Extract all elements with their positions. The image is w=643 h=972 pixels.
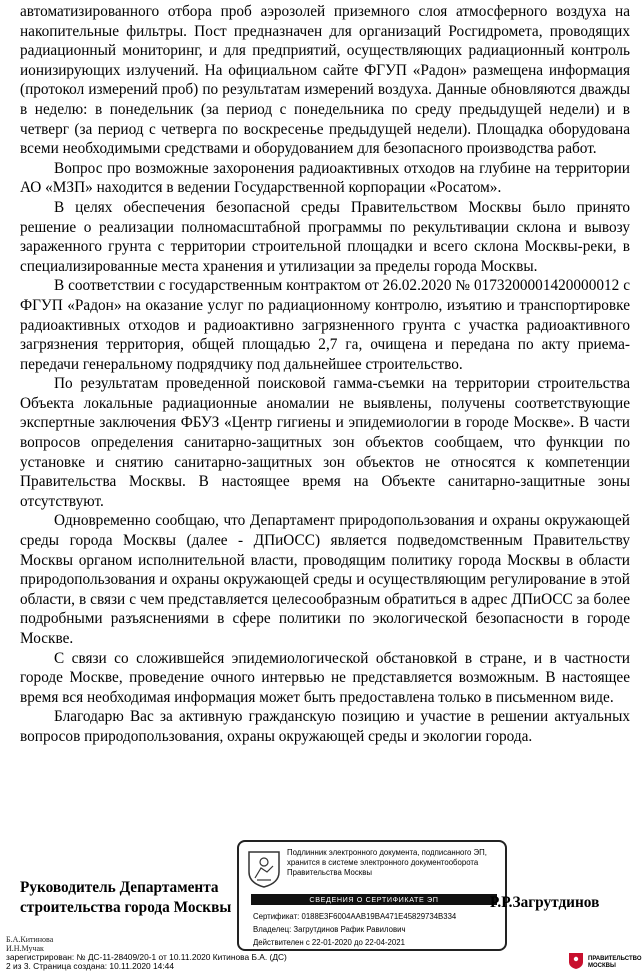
footer-registration [6, 953, 406, 971]
paragraph-5: По результатам проведенной поисковой гамма-съемки на территории строительства Объекта локальные радиационные аномалии не выявлены, получены соответствующие экспертные заключения ФБУЗ «Центр гигиены и эпидемиологии в городе Москве». В части вопросов определения санитарно-защитных зон объектов сообщаем, что функции по установке и снятию санитарно-защитных зон объектов не относятся к компетенции Правительства Москвы. В настоящее время на Объекте санитарно-защитные зоны отсутствуют. [20, 375, 630, 510]
certificate-details [253, 910, 503, 949]
government-logo-text [588, 956, 643, 970]
signatory-position-line2: строительства города Москвы [20, 899, 232, 916]
stamp-info [287, 848, 499, 878]
logo-line2: МОСКВЫ [588, 963, 616, 969]
registration-line: зарегистрирован: № ДС-11-28409/20-1 от 10.11.2020 Китинова Б.А. (ДС) [6, 952, 287, 962]
stamp-info-line2: хранится в системе электронного документооборота [287, 858, 479, 867]
paragraph-1: автоматизированного отбора проб аэрозолей приземного слоя атмосферного воздуха на накопительные фильтры. Пост предназначен для организаций Росгидромета, проводящих радиационный мониторинг, и для предприятий, осуществляющих радиационный контроль ионизирующих излучений. На официальном сайте ФГУП «Радон» размещена информация (протокол измерений проб) по результатам измерений воздуха. Данные обновляются дважды в неделю: в понедельник (за период с понедельника по среду предыдущей недели) и в четверг (за период с четверга по воскресенье предыдущей недели). Площадка оборудована всеми необходимыми средствами и оборудованием для безопасного производства работ. [20, 3, 630, 158]
author-name-1: Б.А.Китинова [6, 935, 54, 944]
author-name-2: И.Н.Мучак [6, 944, 44, 953]
moscow-coat-of-arms-icon [247, 850, 281, 888]
paragraph-7: С связи со сложившейся эпидемиологической обстановкой в стране, и в частности городе Москве, проведение очного интервью не представляется возможным. В настоящее время вся необходимая информация может быть предоставлена только в письменном виде. [20, 649, 630, 706]
stamp-info-line3: Правительства Москвы [287, 868, 372, 877]
paragraph-4: В соответствии с государственным контрактом от 26.02.2020 № 0173200001420000012 с ФГУП «Радон» на оказание услуг по радиационному контролю, изъятию и транспортировке радиоактивных отходов и радиоактивно загрязненного грунта с участка радиоактивного загрязнения территория, общей площадью 2,7 га, очищена и передана по акту приема-передачи генеральному подрядчику под дальнейшее строительство. [20, 277, 630, 373]
paragraph-6: Одновременно сообщаю, что Департамент природопользования и охраны окружающей среды города Москвы (далее - ДПиОСС) является подведомственным Правительству Москвы органом исполнительной власти, проводящим политику города Москвы в области природопользования и охраны окружающей среды и осуществляющим регулирование в этой области, в связи с чем представляется целесообразным обратиться в адрес ДПиОСС за более подробными разъяснениями в сфере политики по экологической безопасности в городе Москве. [20, 512, 630, 647]
paragraph-8: Благодарю Вас за активную гражданскую позицию и участие в решении актуальных вопросов природопользования, охраны окружающей среды и экологии города. [20, 708, 630, 745]
certificate-number: Сертификат: 0188E3F6004AAB19BA471E45829734B334 [253, 912, 457, 921]
letter-body [20, 2, 630, 747]
logo-line1: ПРАВИТЕЛЬСТВО [588, 956, 642, 962]
e-signature-stamp [237, 840, 507, 951]
certificate-owner: Владелец: Загрутдинов Рафик Равилович [253, 925, 406, 934]
footer-authors [6, 935, 53, 953]
moscow-emblem-icon [568, 952, 584, 970]
page-info-line: 2 из 3. Страница создана: 10.11.2020 14:44 [6, 961, 174, 971]
stamp-info-line1: Подлинник электронного документа, подписанного ЭП, [287, 848, 487, 857]
certificate-validity: Действителен с 22-01-2020 до 22-04-2021 [253, 938, 405, 947]
signatory-position [20, 878, 250, 918]
stamp-header-bar: СВЕДЕНИЯ О СЕРТИФИКАТЕ ЭП [251, 894, 497, 905]
paragraph-3: В целях обеспечения безопасной среды Правительством Москвы было принято решение о реализации полномасштабной программы по рекультивации склона и вывозу зараженного грунта с территории строительной площадки и всего склона Москвы-реки, в специализированные места хранения и утилизации за пределы города Москвы. [20, 198, 630, 275]
signatory-position-line1: Руководитель Департамента [20, 879, 219, 896]
government-logo [566, 950, 643, 972]
signatory-name: Р.Р.Загрутдинов [490, 894, 600, 911]
paragraph-2: Вопрос про возможные захоронения радиоактивных отходов на глубине на территории АО «МЗП» находится в ведении Государственной корпорации «Росатом». [20, 159, 630, 197]
